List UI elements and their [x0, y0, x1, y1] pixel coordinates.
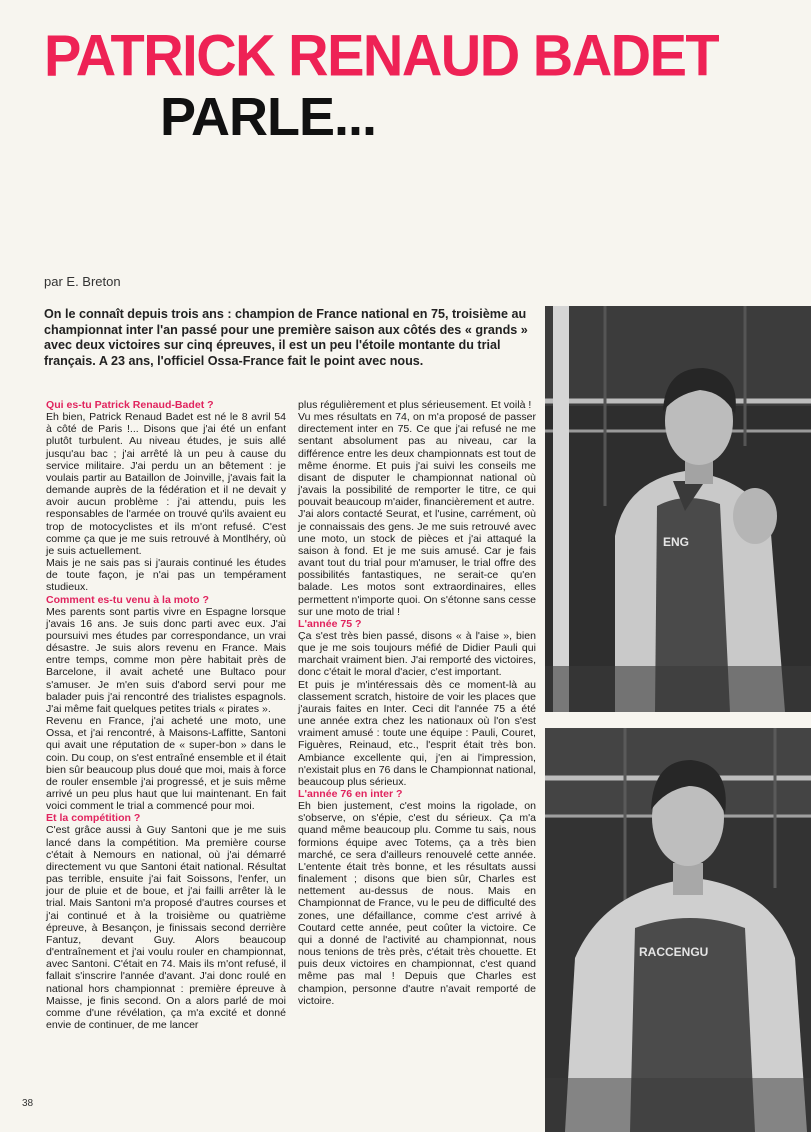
svg-text:ENG: ENG — [663, 535, 690, 549]
paragraph: Eh bien justement, c'est moins la rigolade, on s'observe, on s'épie, c'est du sérieux. Ça m'a quand même beaucoup plu. Comme tu sais, nous formions équipe avec Totems, ça a très bien marché, ce sera d'ailleurs renouvelé cette année. L'entente était très bonne, et les résultats aussi finalement ; disons que bien sûr, Charles est nettement au-dessus de nous. Mais en Championnat de France, vu le peu de difficulté des zones, une défaillance, comme c'est arrivé à Coutard cette année, peut coûter la victoire. Ce qui a donné de l'activité au championnat, nous nous tenions de très près, c'était très chouette. Et puis deux victoires en championnat, c'est quand même pas mal ! Depuis que Charles est champion, personne d'autre n'avait remporté de victoire. — [298, 800, 536, 1007]
paragraph: Vu mes résultats en 74, on m'a proposé de passer directement inter en 75. Ce que j'ai refusé ne me sentant absolument pas au niveau, car la différence entre les deux championnats est tout de même énorme. Et puis j'ai suivi les conseils me disant de disputer le championnat national où j'avais la possibilité de remporter le titre, ce qui pouvait beaucoup m'aider, financièrement et autre. — [298, 411, 536, 509]
portrait-photo-top — [545, 306, 811, 712]
question-heading: Comment es-tu venu à la moto ? — [46, 593, 209, 606]
svg-text:RACCENGU: RACCENGU — [639, 945, 709, 959]
article-title-name: PATRICK RENAUD BADET — [44, 22, 719, 89]
paragraph: Mes parents sont partis vivre en Espagne lorsque j'avais 16 ans. Je suis donc parti avec eux. J'ai poursuivi mes études par correspondance, un vrai désastre. Je suis alors revenu en France. Mais entre temps, comme mon père habitait près de Barcelone, il avait acheté une Bultaco pour s'amuser. Je m'en suis d'abord servi pour me balader puis j'ai rencontré des trialistes espagnols. J'ai même fait quelques petites trials « pirates ». — [46, 605, 286, 715]
paragraph: Eh bien, Patrick Renaud Badet est né le 8 avril 54 à côté de Paris !... Disons que j'ai été un enfant plutôt turbulent. Au niveau études, je suis allé jusqu'au bac ; j'ai arrêté là un peu à cause du service militaire. J'ai perdu un an bêtement : je voulais partir au Bataillon de Joinville, j'avais fait la demande auprès de la fédération et il ne devait y avoir aucun problème : j'ai attendu, puis les responsables de l'armée on trouvé qu'ils avaient eu trop de motocyclistes et ils m'ont refusé. C'est comme ça que je me suis retrouvé à Montlhéry, où je suis actuellement. — [46, 411, 286, 557]
paragraph: Et puis je m'intéressais dès ce moment-là au classement scratch, histoire de voir les places que j'aurais faites en Inter. Ceci dit l'année 75 a été une année extra chez les nationaux où l'on s'est vraiment amusé : toute une équipe : Pauli, Couret, Figuères, Reinaud, etc., l'esprit était très bon. Ambiance excellente qui, j'en ai l'impression, n'existait plus en 76 dans le Championnat national, beaucoup plus sérieux. — [298, 678, 536, 788]
page-number: 38 — [22, 1098, 34, 1109]
paragraph: plus régulièrement et plus sérieusement. Et voilà ! — [298, 399, 532, 411]
byline: par E. Breton — [44, 274, 121, 289]
lead-paragraph: On le connaît depuis trois ans : champion de France national en 75, troisième au championnat inter l'an passé pour une première saison aux côtés des « grands » avec deux victoires sur cinq épreuves, il est un peu l'étoile montante du trial français. A 23 ans, l'officiel Ossa-France fait le point avec nous. — [44, 307, 528, 368]
paragraph: C'est grâce aussi à Guy Santoni que je me suis lancé dans la compétition. Ma première course c'était à Nemours en national, où j'ai démarré directement vu que Santoni était national. Résultat pas terrible, ensuite j'ai fait Soissons, l'enfer, un jour de pluie et de boue, et j'ai failli arrêter là le trial. Mais Santoni m'a proposé d'autres courses et j'ai continué et à la troisième ou quatrième épreuve, à Besançon, je finissais second derrière Fantuz, devant Guy. Alors beaucoup d'entraînement et j'ai voulu rouler en championnat, avec Santoni. C'était en 74. Mais ils m'ont refusé, il fallait s'inscrire l'année d'avant. J'ai donc roulé en national hors championnat : première épreuve à Maisse, je finis second. On a alors parlé de moi comme d'une révélation, ça m'a excité et donné envie de continuer, de me lancer — [46, 824, 286, 1031]
question-heading: L'année 76 en inter ? — [298, 788, 403, 800]
text-column-middle — [298, 399, 536, 1007]
paragraph: Revenu en France, j'ai acheté une moto, une Ossa, et j'ai rencontré, à Maisons-Laffitte, Santoni qui avait une réputation de « super-bon » dans le coin. Du coup, on s'est entraîné ensemble et il était bien sûr beaucoup plus doué que moi, mais à force de rouler ensemble j'ai progressé, et je suis même arrivé un peu plus haut que lui maintenant. En fait voici comment le trial a commencé pour moi. — [46, 715, 286, 813]
portrait-photo-bottom — [545, 728, 811, 1132]
article-title-parle: PARLE... — [160, 87, 377, 147]
paragraph: Mais je ne sais pas si j'aurais continué les études de toute façon, je n'ai pas un tempérament studieux. — [46, 557, 286, 594]
paragraph: Ça s'est très bien passé, disons « à l'aise », bien que je me sois toujours méfié de Didier Pauli qui marchait vraiment bien. J'ai remporté des victoires, donc c'était le moral d'acier, c'est important. — [298, 629, 536, 679]
question-heading: Qui es-tu Patrick Renaud-Badet ? — [46, 399, 214, 411]
paragraph: J'ai alors contacté Seurat, et l'usine, carrément, où je connaissais des gens. Je me suis retrouvé avec une moto, un stock de pièces et j'ai attaqué la saison à fond. Et je me suis amusé. Car je fais avant tout du trial pour m'amuser, le trial offre des possibilités fantastiques, ne serait-ce qu'en balade. Les motos sont extraordinaires, elles permettent n'importe quoi. On s'étonne sans cesse sur une moto de trial ! — [298, 508, 536, 618]
text-column-left — [46, 399, 286, 1031]
question-heading: Et la compétition ? — [46, 812, 141, 825]
question-heading: L'année 75 ? — [298, 617, 362, 630]
